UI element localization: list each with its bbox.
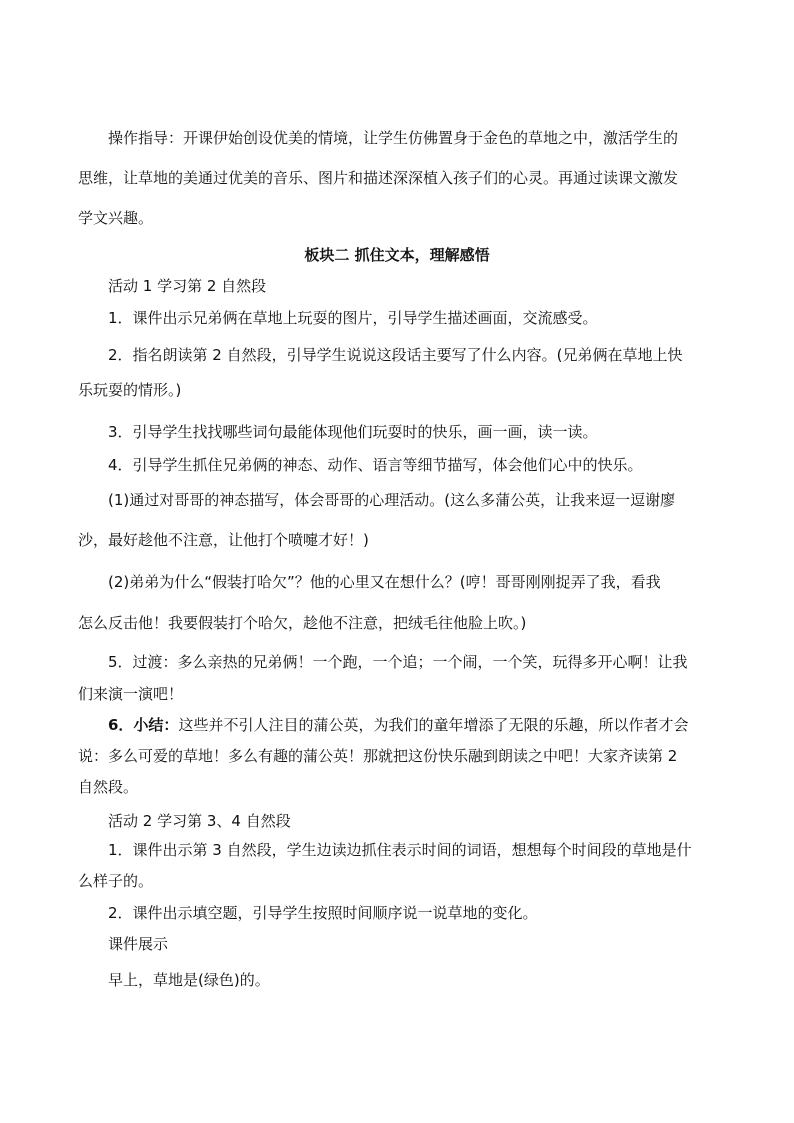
activity1-paragraph-6-line-1 [108, 715, 688, 735]
summary-label: 6．小结： [108, 716, 179, 734]
subpoint-1-line-2: 沙，最好趁他不注意，让他打个喷嚏才好！) [78, 531, 369, 549]
summary-text: 这些并不引人注目的蒲公英，为我们的童年增添了无限的乐趣，所以作者才会 [178, 716, 689, 734]
activity1-paragraph-4: 4．引导学生抓住兄弟俩的神态、动作、语言等细节描写，体会他们心中的快乐。 [108, 456, 643, 474]
activity1-paragraph-1: 1．课件出示兄弟俩在草地上玩耍的图片，引导学生描述画面，交流感受。 [108, 309, 598, 327]
activity1-paragraph-6-line-2: 说：多么可爱的草地！多么有趣的蒲公英！那就把这份快乐融到朗读之中吧！大家齐读第 2 [78, 747, 678, 765]
subpoint-2-line-1: (2)弟弟为什么“假装打哈欠”？他的心里又在想什么？(哼！哥哥刚刚捉弄了我，看我 [108, 573, 661, 591]
activity2-paragraph-1-line-2: 么样子的。 [78, 872, 154, 890]
fill-blank-line: 早上，草地是(绿色)的。 [108, 971, 270, 989]
activity2-paragraph-1-line-1: 1．课件出示第 3 自然段，学生边读边抓住表示时间的词语，想想每个时间段的草地是什 [108, 841, 692, 859]
section-title: 板块二 抓住文本，理解感悟 [304, 246, 490, 264]
intro-line-1: 操作指导：开课伊始创设优美的情境，让学生仿佛置身于金色的草地之中，激活学生的 [108, 129, 679, 147]
activity1-paragraph-3: 3．引导学生找找哪些词句最能体现他们玩耍时的快乐，画一画，读一读。 [108, 423, 598, 441]
subpoint-1-line-1: (1)通过对哥哥的神态描写，体会哥哥的心理活动。(这么多蒲公英，让我来逗一逗谢廖 [108, 491, 676, 509]
intro-line-3: 学文兴趣。 [78, 209, 154, 227]
activity2-title: 活动 2 学习第 3、4 自然段 [108, 812, 291, 830]
activity1-paragraph-6-line-3: 自然段。 [78, 778, 139, 796]
activity1-paragraph-2-line-2: 乐玩耍的情形。) [78, 381, 182, 399]
activity1-paragraph-2-line-1: 2．指名朗读第 2 自然段，引导学生说说这段话主要写了什么内容。(兄弟俩在草地上快 [108, 346, 683, 364]
activity1-paragraph-5-line-2: 们来演一演吧！ [78, 685, 184, 703]
intro-line-2: 思维，让草地的美通过优美的音乐、图片和描述深深植入孩子们的心灵。再通过读课文激发 [78, 169, 679, 187]
courseware-display-label: 课件展示 [108, 935, 169, 953]
subpoint-2-line-2: 怎么反击他！我要假装打个哈欠，趁他不注意，把绒毛往他脸上吹。) [78, 614, 527, 632]
activity1-title: 活动 1 学习第 2 自然段 [108, 277, 267, 295]
activity2-paragraph-2: 2．课件出示填空题，引导学生按照时间顺序说一说草地的变化。 [108, 904, 538, 922]
activity1-paragraph-5-line-1: 5．过渡：多么亲热的兄弟俩！一个跑，一个追；一个闹，一个笑，玩得多开心啊！让我 [108, 653, 688, 671]
